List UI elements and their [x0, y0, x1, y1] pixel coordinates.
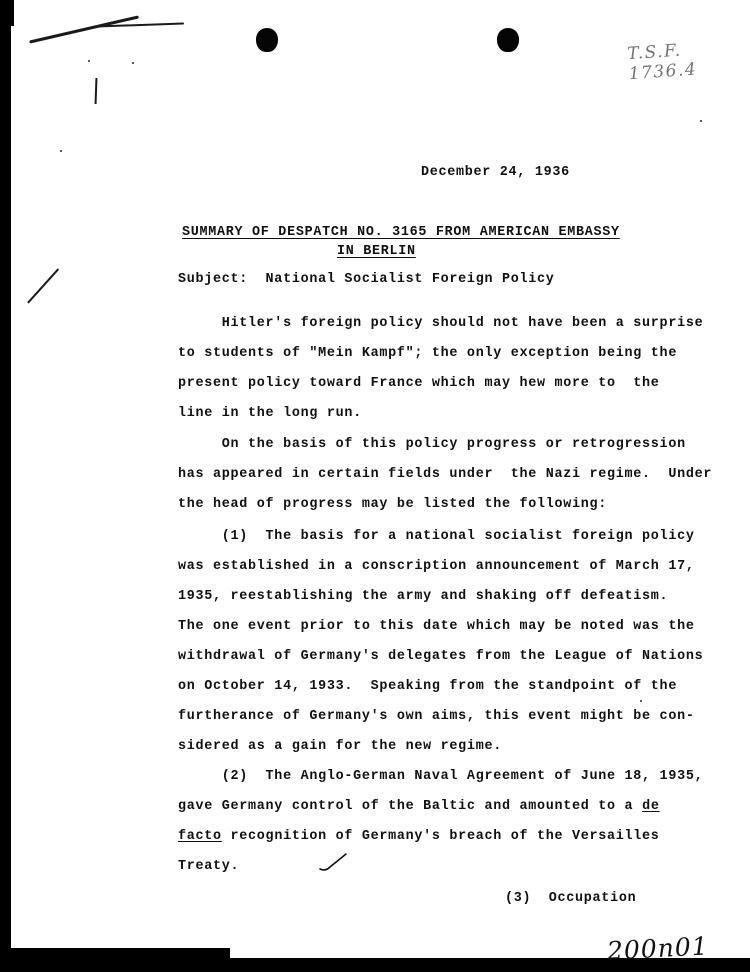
- punch-hole-right: [497, 28, 519, 52]
- body-line: was established in a conscription announcement of March 17,: [178, 559, 695, 574]
- body-line: On the basis of this policy progress or retrogression: [178, 437, 686, 452]
- scan-speck: [132, 62, 134, 64]
- body-line: present policy toward France which may hew more to the: [178, 376, 660, 391]
- pencil-stroke-vertical: [95, 78, 98, 104]
- punch-hole-left: [256, 28, 278, 52]
- pencil-stroke-margin: [27, 268, 59, 303]
- body-line: has appeared in certain fields under the Nazi regime. Under: [178, 467, 713, 482]
- body-line: Hitler's foreign policy should not have been a surprise: [178, 316, 704, 331]
- scan-edge-top-left: [0, 0, 14, 26]
- body-line-with-underline: [178, 800, 660, 813]
- document-title-line-2: IN BERLIN: [337, 244, 416, 259]
- page-catchword: (3) Occupation: [505, 891, 637, 906]
- scan-speck: [88, 60, 90, 62]
- body-line: (1) The basis for a national socialist foreign policy: [178, 529, 695, 544]
- document-date: December 24, 1936: [421, 165, 570, 180]
- body-line-with-underline: [178, 830, 660, 843]
- body-line: line in the long run.: [178, 406, 362, 421]
- underlined-term-de: de: [642, 799, 660, 814]
- body-text-segment: gave Germany control of the Baltic and amounted to a: [178, 799, 643, 814]
- scan-speck: [640, 700, 642, 702]
- body-line: the head of progress may be listed the following:: [178, 497, 608, 512]
- handwritten-file-mark-top-right: T.S.F. 1736.4: [626, 40, 698, 85]
- scan-edge-bottom-taper: [0, 948, 230, 958]
- handwritten-checkmark: [318, 852, 350, 874]
- handwritten-archive-number: 200n01: [606, 931, 710, 966]
- body-line: Treaty.: [178, 859, 240, 874]
- scan-speck: [60, 150, 62, 152]
- body-line: (2) The Anglo-German Naval Agreement of June 18, 1935,: [178, 769, 704, 784]
- scan-edge-left: [0, 0, 11, 972]
- body-line: furtherance of Germany's own aims, this event might be con-: [178, 709, 695, 724]
- body-line: The one event prior to this date which may be noted was the: [178, 619, 695, 634]
- body-line: on October 14, 1933. Speaking from the standpoint of the: [178, 679, 678, 694]
- body-text-segment: recognition of Germany's breach of the Versailles: [221, 829, 660, 844]
- document-title-line-1: SUMMARY OF DESPATCH NO. 3165 FROM AMERICAN EMBASSY: [182, 225, 620, 240]
- document-subject: Subject: National Socialist Foreign Policy: [178, 272, 555, 287]
- underlined-term-facto: facto: [178, 829, 222, 844]
- body-line: withdrawal of Germany's delegates from the League of Nations: [178, 649, 704, 664]
- body-line: 1935, reestablishing the army and shaking off defeatism.: [178, 589, 669, 604]
- scan-speck: [700, 120, 702, 122]
- body-line: sidered as a gain for the new regime.: [178, 739, 502, 754]
- body-line: to students of "Mein Kampf"; the only exception being the: [178, 346, 678, 361]
- pencil-stroke-diagonal: [29, 15, 139, 43]
